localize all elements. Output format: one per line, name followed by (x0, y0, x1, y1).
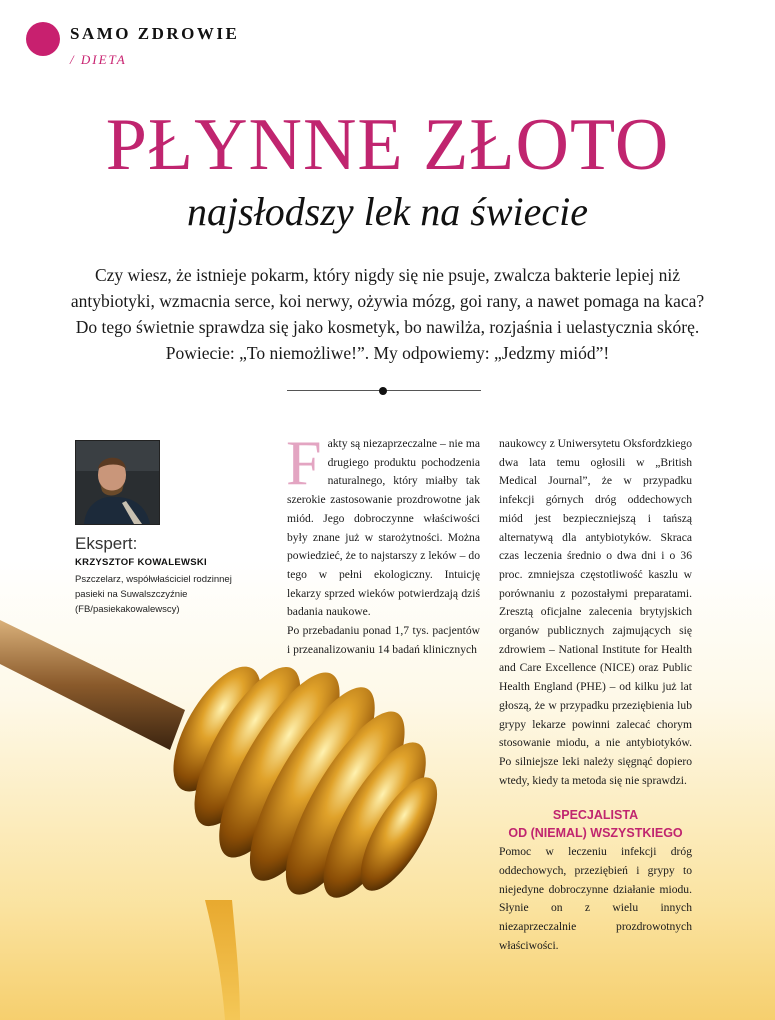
article-paragraph-2-continued: naukowcy z Uniwersytetu Oksfordzkiego dwa lata temu ogłosili w „British Medical Journal”, że w przypadku infekcji górnych dróg oddechowych miód jest bezpieczniejszą i tańszą alternatywą dla antybiotyków. Skraca czas leczenia średnio o dwa dni i o 36 proc. zmniejsza częstotliwość kaszlu w porównaniu z pozostałymi preparatami. Zresztą oficjalne zalecenia brytyjskich organów publicznych zajmujących się zdrowiem – National Institute for Health and Care Excellence (NICE) oraz Public Health England (PHE) – od kilku już lat głoszą, że w przypadku przeziębienia lub grypy lekarze powinni zalecać chorym stosowanie miodu, a nie antybiotyków. Po silniejsze leki należy sięgnąć dopiero wtedy, kiedy ta metoda się nie sprawdzi. (499, 437, 692, 787)
expert-portrait-image (76, 441, 159, 524)
expert-label: Ekspert: (75, 534, 138, 553)
section-title: SAMO ZDROWIE (70, 24, 240, 43)
divider-dot (379, 387, 387, 395)
section-dot (26, 22, 60, 56)
headline-subtitle: najsłodszy lek na świecie (186, 189, 589, 234)
article-paragraph-2: Po przebadaniu ponad 1,7 tys. pacjentów i przeanalizowaniu 14 badań klinicznych (287, 624, 480, 656)
expert-description: Pszczelarz, współwłaściciel rodzinnej pasieki na Suwalszczyźnie (FB/pasiekakowalewscy) (75, 574, 232, 615)
honey-dipper-image (0, 600, 500, 1020)
article-column-2 (499, 435, 692, 956)
sidebar-box-title-line-1: SPECJALISTA (552, 808, 639, 823)
lead-paragraph: Czy wiesz, że istnieje pokarm, który nigdy się nie psuje, zwalcza bakterie lepiej niż antybiotyki, wzmacnia serce, koi nerwy, ożywia mózg, goi rany, a nawet pomaga na kaca? Do tego świetnie sprawdza się jako kosmetyk, bo nawilża, rozjaśnia i uelastycznia skórę. Powiecie: „To niemożliwe!”. My odpowiemy: „Jedzmy miód”! (70, 265, 705, 363)
headline-title: PŁYNNE ZŁOTO (105, 104, 670, 186)
article-column-1 (286, 427, 480, 659)
article-paragraph-1 (286, 427, 480, 622)
sidebar-box-title (499, 806, 692, 842)
section-subtitle: / DIETA (70, 52, 127, 67)
expert-name: KRZYSZTOF KOWALEWSKI (75, 557, 207, 568)
sidebar-box-text: Pomoc w leczeniu infekcji dróg oddechowych, przeziębień i grypy to niejedyne dobroczynne działanie miodu. Słynie on z wielu innych niezaprzeczalnie prozdrowotnych właściwości. (499, 845, 692, 952)
expert-photo (75, 440, 160, 525)
sidebar-box-title-line-2: OD (NIEMAL) WSZYSTKIEGO (508, 826, 683, 841)
drop-cap: F (286, 427, 322, 498)
article-paragraph-1-text: akty są niezaprzeczalne – nie ma drugiego produktu pochodzenia naturalnego, który miałby tak szerokie zastosowanie prozdrowotne jak miód. Jego dobroczynne właściwości były znane już w starożytności. Można powiedzieć, że to najstarszy z leków – do tego w pełni ekologiczny. Intuicję lekarzy sprzed wieków potwierdzają dziś badania naukowe. (287, 437, 480, 619)
